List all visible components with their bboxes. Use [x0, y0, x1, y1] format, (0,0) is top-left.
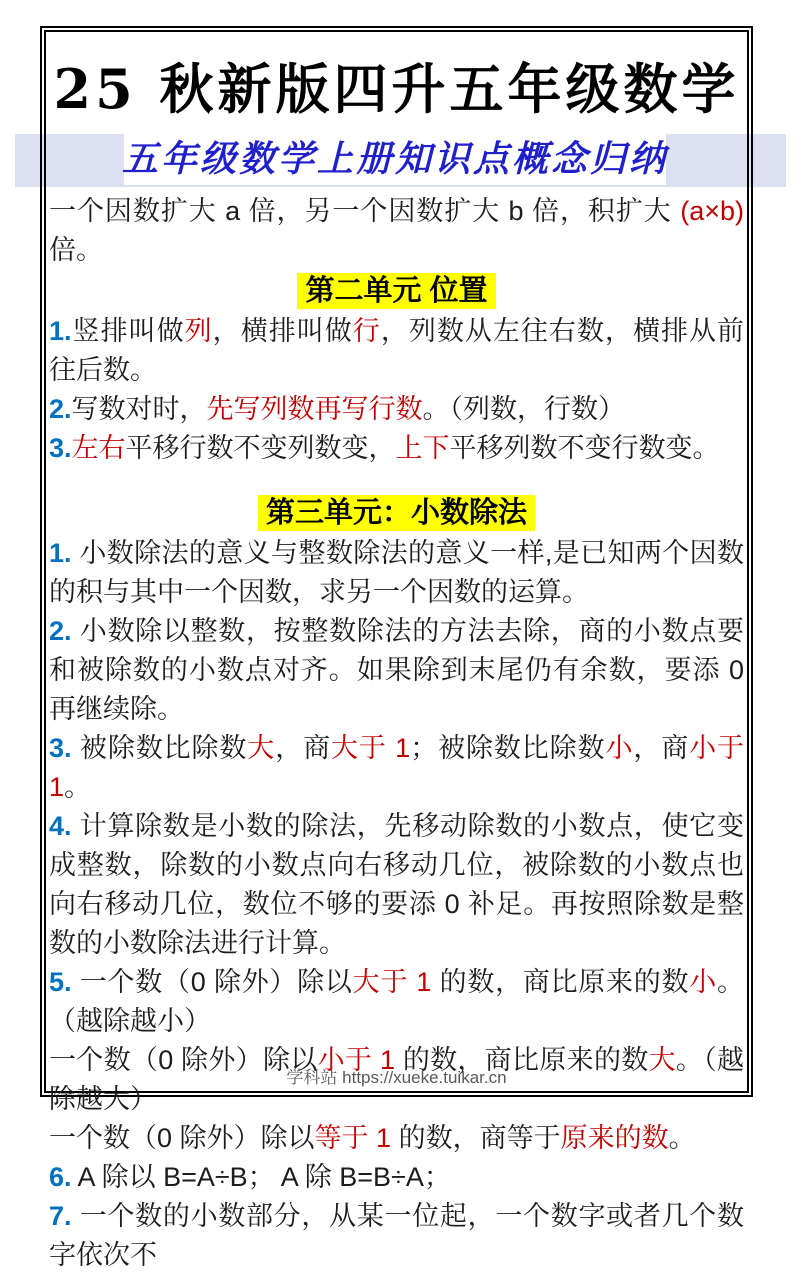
body-text: ，商 [275, 733, 331, 763]
body-text: 平移行数不变列数变， [125, 433, 396, 463]
emphasis-red-text: 上下 [395, 433, 450, 463]
body-text: 一个因数扩大 a 倍，另一个因数扩大 b 倍，积扩大 [49, 196, 681, 226]
paragraph [49, 192, 744, 270]
emphasis-red-text: 小 [689, 967, 717, 997]
emphasis-red-text: 行 [352, 316, 381, 346]
body-text: 的数，商比原来的数 [395, 1045, 649, 1075]
emphasis-red-text: 先写列数再写行数 [206, 394, 423, 424]
paragraph [49, 612, 744, 729]
body-text: 小数除法的意义与整数除法的意义一样,是已知两个因数的积与其中一个因数，求另一个因数的运算。 [49, 538, 744, 607]
body-text: 。 [64, 772, 92, 802]
blank-line [49, 468, 744, 492]
document-frame [40, 26, 753, 1270]
paragraph [49, 534, 744, 612]
body-text: 。（越除越小） [49, 967, 744, 1036]
list-number: 3. [49, 433, 72, 463]
body-text: 平移列数不变行数变。 [449, 433, 720, 463]
body-text: 一个数的小数部分，从某一位起，一个数字或者几个数字依次不 [49, 1201, 744, 1270]
page-footer [46, 1063, 747, 1088]
section-heading [49, 493, 744, 533]
emphasis-red-text: 列 [184, 316, 213, 346]
paragraph [49, 729, 744, 807]
list-number: 2. [49, 394, 72, 424]
body-text: 。 [668, 1123, 696, 1153]
paragraph [49, 807, 744, 963]
document-body [49, 192, 744, 1275]
page-title: 25 秋新版四升五年级数学 [53, 57, 740, 121]
section-heading-label: 第三单元：小数除法 [258, 495, 535, 531]
section-heading [49, 271, 744, 311]
body-text: 竖排叫做 [71, 316, 185, 346]
list-number: 5. [49, 967, 72, 997]
body-text: 一个数（0 除外）除以 [49, 1123, 315, 1153]
body-text: 计算除数是小数的除法，先移动除数的小数点，使它变成整数，除数的小数点向右移动几位，被除数的小数点也向右移动几位，数位不够的要添 0 补足。再按照除数是整数的小数除法进行计算。 [49, 811, 744, 958]
paragraph [49, 1158, 744, 1197]
paragraph [49, 1197, 744, 1275]
list-number: 6. [49, 1162, 72, 1192]
body-text: 。（越除越大） [49, 1045, 744, 1114]
paragraph [49, 390, 744, 429]
body-text: 一个数（0 除外）除以 [49, 1045, 318, 1075]
list-number: 1. [49, 316, 72, 346]
paragraph [49, 312, 744, 390]
emphasis-red-text: 小于 1 [317, 1045, 396, 1075]
list-number: 4. [49, 811, 72, 841]
footer-site-link[interactable]: 学科站 https://xueke.tuikar.cn [286, 1068, 507, 1087]
emphasis-red-text: 小 [605, 733, 634, 763]
body-text: A 除以 B=A÷B； A 除 B=B÷A； [71, 1162, 451, 1192]
emphasis-red-text: 等于 1 [314, 1123, 392, 1153]
emphasis-red-text: (a×b) [680, 196, 744, 226]
emphasis-red-text: 原来的数 [560, 1123, 669, 1153]
body-text: 的数，商等于 [391, 1123, 561, 1153]
paragraph [49, 963, 744, 1041]
paragraph [49, 1119, 744, 1158]
page-subtitle: 五年级数学上册知识点概念归纳 [122, 137, 669, 180]
emphasis-red-text: 大于 1 [352, 967, 432, 997]
body-text: 小数除以整数，按整数除法的方法去除，商的小数点要和被除数的小数点对齐。如果除到末尾仍有余数，要添 0 再继续除。 [49, 616, 744, 724]
body-text: ；被除数比除数 [410, 733, 606, 763]
section-heading-label: 第二单元 位置 [297, 273, 495, 309]
body-text: ，商 [633, 733, 690, 763]
body-text: 写数对时， [71, 394, 207, 424]
emphasis-red-text: 小于 1 [49, 733, 745, 802]
body-text: 的数，商比原来的数 [431, 967, 690, 997]
list-number: 2. [49, 616, 72, 646]
emphasis-red-text: 大 [247, 733, 276, 763]
list-number: 1. [49, 538, 72, 568]
emphasis-red-text: 左右 [71, 433, 126, 463]
list-number: 7. [49, 1201, 72, 1231]
body-text: 倍。 [49, 235, 103, 265]
emphasis-red-text: 大 [648, 1045, 676, 1075]
body-text: 。（列数，行数） [422, 394, 626, 424]
list-number: 3. [49, 733, 72, 763]
emphasis-red-text: 大于 1 [330, 733, 411, 763]
body-text: 一个数（0 除外）除以 [71, 967, 353, 997]
body-text: ，列数从左往右数，横排从前往后数。 [49, 316, 745, 385]
paragraph [49, 429, 744, 468]
body-text: ，横排叫做 [212, 316, 353, 346]
body-text: 被除数比除数 [71, 733, 248, 763]
